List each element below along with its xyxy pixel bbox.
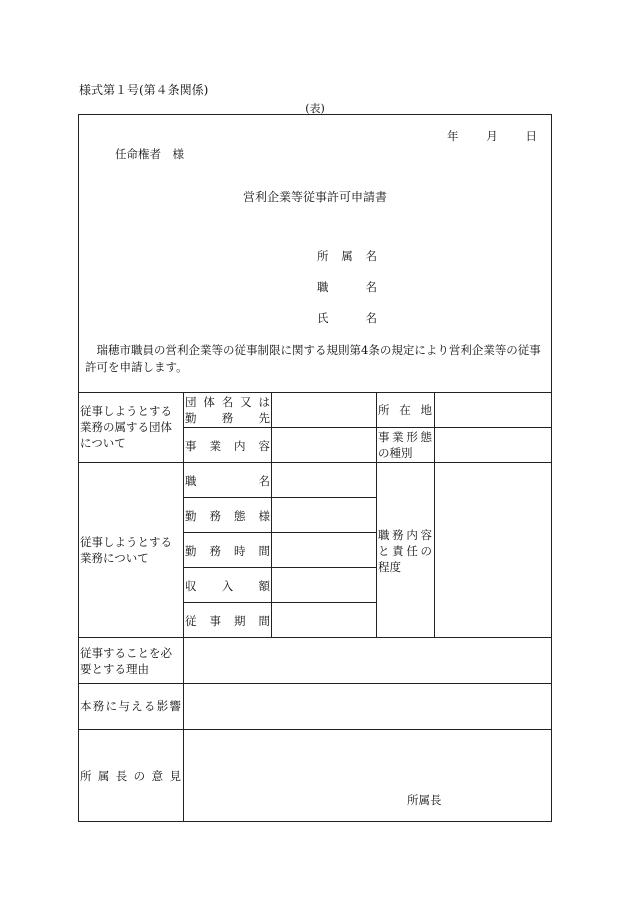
application-form-frame <box>78 114 552 822</box>
rule <box>78 392 552 393</box>
work-position-label: 職 名 <box>185 474 270 488</box>
work-period-label: 従 事 期 間 <box>185 614 270 628</box>
reason-label: 従事することを必 要とする理由 <box>80 646 172 676</box>
section-org-line: 従事しようとする <box>80 404 172 418</box>
rule <box>183 567 376 568</box>
affiliation-label: 所 属 名 <box>317 249 377 263</box>
rule <box>271 392 272 637</box>
section-org-line: について <box>80 436 126 450</box>
chief-signature-label: 所属長 <box>407 793 442 807</box>
form-title: 営利企業等従事許可申請書 <box>242 190 387 204</box>
month-label: 月 <box>486 129 498 143</box>
org-name-label: 団 体 名 又 は 勤 務 先 <box>185 395 270 425</box>
section-work-line: 従事しようとする <box>80 535 172 549</box>
business-content-label: 事 業 内 容 <box>185 439 270 453</box>
name-label: 氏 名 <box>317 311 377 325</box>
duty-responsibility-label: 職 務 内 容 と 責 任 の 程度 <box>378 528 432 574</box>
rule <box>434 392 435 637</box>
year-label: 年 <box>447 129 459 143</box>
addressee: 任命権者 様 <box>115 147 184 161</box>
rule <box>78 637 552 638</box>
rule <box>78 729 552 730</box>
rule <box>183 427 552 428</box>
section-work-line: 業務について <box>80 551 149 565</box>
rule <box>183 392 184 822</box>
rule <box>183 532 376 533</box>
income-label: 収 入 額 <box>185 579 270 593</box>
work-hours-label: 勤 務 時 間 <box>185 544 270 558</box>
section-org-line: 業務の属する団体 <box>80 420 172 434</box>
chief-opinion-label: 所 属 長 の 意 見 <box>80 769 181 783</box>
application-statement: 瑞穂市職員の営利企業等の従事制限に関する規則第4条の規定により営利企業等の従事許可を申請します。 <box>85 343 541 374</box>
side-label: (表) <box>305 102 325 115</box>
section-work-label <box>80 534 182 566</box>
business-form-label: 事 業 形 態 の種別 <box>378 430 432 460</box>
work-style-label: 勤 務 態 様 <box>185 509 270 523</box>
position-label: 職 名 <box>317 280 377 294</box>
day-label: 日 <box>525 129 537 143</box>
rule <box>78 683 552 684</box>
rule <box>78 462 552 463</box>
section-org-label <box>80 403 182 451</box>
rule <box>376 392 377 637</box>
rule <box>183 602 376 603</box>
date-line <box>447 128 537 144</box>
impact-label: 本 務 に 与 え る 影 響 <box>80 699 181 713</box>
location-label: 所 在 地 <box>378 403 432 417</box>
form-number: 様式第１号(第４条関係) <box>79 83 209 97</box>
rule <box>183 497 376 498</box>
